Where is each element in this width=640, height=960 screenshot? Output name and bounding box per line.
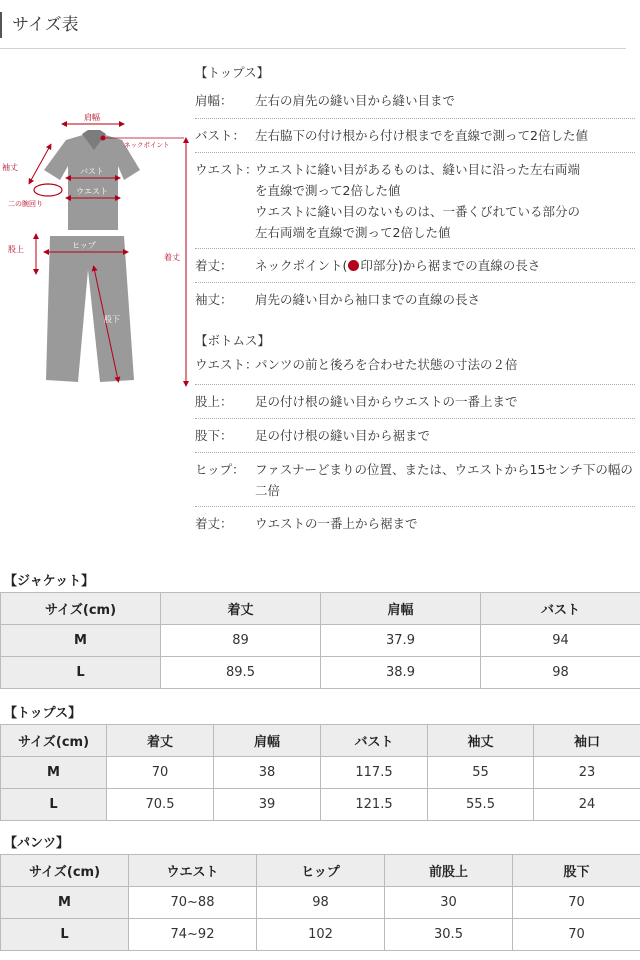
table-cell: 30 xyxy=(385,887,513,919)
table-row xyxy=(1,657,640,689)
bottoms-row-kitake xyxy=(195,506,635,531)
pants-shape xyxy=(46,236,134,382)
table-header-cell: ウエスト xyxy=(129,855,257,887)
sode-arrow xyxy=(30,146,50,182)
def-text: 足の付け根の縫い目からウエストの一番上まで xyxy=(255,394,518,409)
table-row xyxy=(1,625,640,657)
table-cell: 117.5 xyxy=(321,757,428,789)
ninoude-ring xyxy=(34,184,62,196)
tops-row-kitake xyxy=(195,248,635,273)
tops-row-sode xyxy=(195,282,635,307)
table-header-cell: 着丈 xyxy=(161,593,321,625)
table-cell: 74~92 xyxy=(129,919,257,951)
table-header-row xyxy=(1,593,640,625)
table-header-cell: 袖丈 xyxy=(428,725,534,757)
ninoude-label: 二の腕回り xyxy=(8,200,43,208)
table-row xyxy=(1,789,640,821)
tops-row-waist xyxy=(195,152,635,240)
def-text: ウエストの一番上から裾まで xyxy=(255,516,418,531)
pants-table-label: 【パンツ】 xyxy=(4,836,70,851)
tops-size-table xyxy=(0,724,640,821)
table-cell: 89.5 xyxy=(161,657,321,689)
bust-label: バスト xyxy=(80,167,104,176)
page-title: サイズ表 xyxy=(0,12,79,38)
table-header-cell: 袖口 xyxy=(534,725,640,757)
def-text: 二倍 xyxy=(255,483,281,498)
tops-table-label: 【トップス】 xyxy=(4,706,82,721)
table-cell: 70~88 xyxy=(129,887,257,919)
jacket-size-table xyxy=(0,592,640,689)
bottoms-row-mata-ue xyxy=(195,384,635,409)
table-cell: M xyxy=(1,625,161,657)
table-cell: M xyxy=(1,887,129,919)
def-text: ウエストに縫い目のないものは、一番くびれている部分の xyxy=(255,204,581,219)
table-cell: L xyxy=(1,657,161,689)
table-cell: 94 xyxy=(481,625,640,657)
def-text: 印部分)から裾までの直線の長さ xyxy=(360,258,541,273)
bottoms-row-hip xyxy=(195,452,635,498)
table-cell: 70 xyxy=(107,757,214,789)
table-header-cell: 肩幅 xyxy=(321,593,481,625)
table-cell: 102 xyxy=(257,919,385,951)
def-text: 肩先の縫い目から袖口までの直線の長さ xyxy=(255,292,481,307)
table-cell: 38 xyxy=(214,757,321,789)
table-cell: 23 xyxy=(534,757,640,789)
bottoms-heading: 【ボトムス】 xyxy=(195,333,271,348)
def-text: ファスナーどまりの位置、または、ウエストから15センチ下の幅の xyxy=(255,462,633,477)
def-text: ネックポイント( xyxy=(255,258,348,273)
table-cell: 37.9 xyxy=(321,625,481,657)
table-cell: L xyxy=(1,919,129,951)
sode-label: 袖丈 xyxy=(2,163,18,172)
tops-row-bust xyxy=(195,118,635,143)
table-header-cell: ヒップ xyxy=(257,855,385,887)
table-cell: 38.9 xyxy=(321,657,481,689)
def-key: 着丈： xyxy=(195,516,233,531)
table-header-cell: サイズ(cm) xyxy=(1,725,107,757)
neck-point-dot xyxy=(101,136,106,141)
table-header-cell: 股下 xyxy=(513,855,640,887)
def-text: 足の付け根の縫い目から裾まで xyxy=(255,428,431,443)
table-cell: 70 xyxy=(513,919,640,951)
table-cell: 98 xyxy=(257,887,385,919)
garment-diagram xyxy=(0,100,192,400)
def-key: 袖丈： xyxy=(195,292,233,307)
table-cell: 98 xyxy=(481,657,640,689)
table-header-cell: 着丈 xyxy=(107,725,214,757)
table-row xyxy=(1,887,640,919)
table-header-row xyxy=(1,855,640,887)
table-cell: 121.5 xyxy=(321,789,428,821)
table-header-cell: バスト xyxy=(481,593,640,625)
table-cell: 24 xyxy=(534,789,640,821)
table-cell: 89 xyxy=(161,625,321,657)
table-cell: 55 xyxy=(428,757,534,789)
table-cell: 70 xyxy=(513,887,640,919)
jacket-table-label: 【ジャケット】 xyxy=(4,574,95,589)
neck-point-dot-icon xyxy=(348,260,359,271)
table-row xyxy=(1,919,640,951)
pants-size-table xyxy=(0,854,640,951)
measurement-figure xyxy=(0,100,192,400)
def-key: ウエスト： xyxy=(195,162,258,177)
table-header-cell: サイズ(cm) xyxy=(1,593,161,625)
def-key: 着丈： xyxy=(195,258,233,273)
def-key: ヒップ： xyxy=(195,462,245,477)
title-divider xyxy=(0,48,626,49)
def-key: ウエスト： xyxy=(195,357,258,372)
table-cell: 70.5 xyxy=(107,789,214,821)
table-row xyxy=(1,757,640,789)
table-cell: 39 xyxy=(214,789,321,821)
def-text: 左右の肩先の縫い目から縫い目まで xyxy=(255,93,456,108)
table-header-cell: バスト xyxy=(321,725,428,757)
tops-heading: 【トップス】 xyxy=(195,65,270,80)
def-key: バスト： xyxy=(195,128,246,143)
waist-label: ウエスト xyxy=(76,187,108,196)
def-text: を直線で測って2倍した値 xyxy=(255,183,401,198)
table-header-cell: 肩幅 xyxy=(214,725,321,757)
table-cell: M xyxy=(1,757,107,789)
hip-label: ヒップ xyxy=(72,241,96,250)
table-header-cell: サイズ(cm) xyxy=(1,855,129,887)
def-text: ウエストに縫い目があるものは、縫い目に沿った左右両端 xyxy=(255,162,581,177)
def-key: 肩幅： xyxy=(195,93,233,108)
def-key: 股上： xyxy=(195,394,233,409)
mata-shita-label: 股下 xyxy=(104,315,120,324)
table-header-cell: 前股上 xyxy=(385,855,513,887)
table-header-row xyxy=(1,725,640,757)
def-key: 股下： xyxy=(195,428,233,443)
neck-point-label: ネックポイント xyxy=(124,141,170,149)
mata-ue-label: 股上 xyxy=(8,245,24,254)
def-text: 左右両端を直線で測って2倍した値 xyxy=(255,225,451,240)
katahaba-label: 肩幅 xyxy=(84,113,100,122)
kitake-label: 着丈 xyxy=(164,253,180,262)
table-cell: 30.5 xyxy=(385,919,513,951)
table-cell: 55.5 xyxy=(428,789,534,821)
def-text: 左右脇下の付け根から付け根までを直線で測って2倍した値 xyxy=(255,128,588,143)
table-cell: L xyxy=(1,789,107,821)
def-text: パンツの前と後ろを合わせた状態の寸法の２倍 xyxy=(255,357,518,372)
bottoms-row-mata-shita xyxy=(195,418,635,443)
